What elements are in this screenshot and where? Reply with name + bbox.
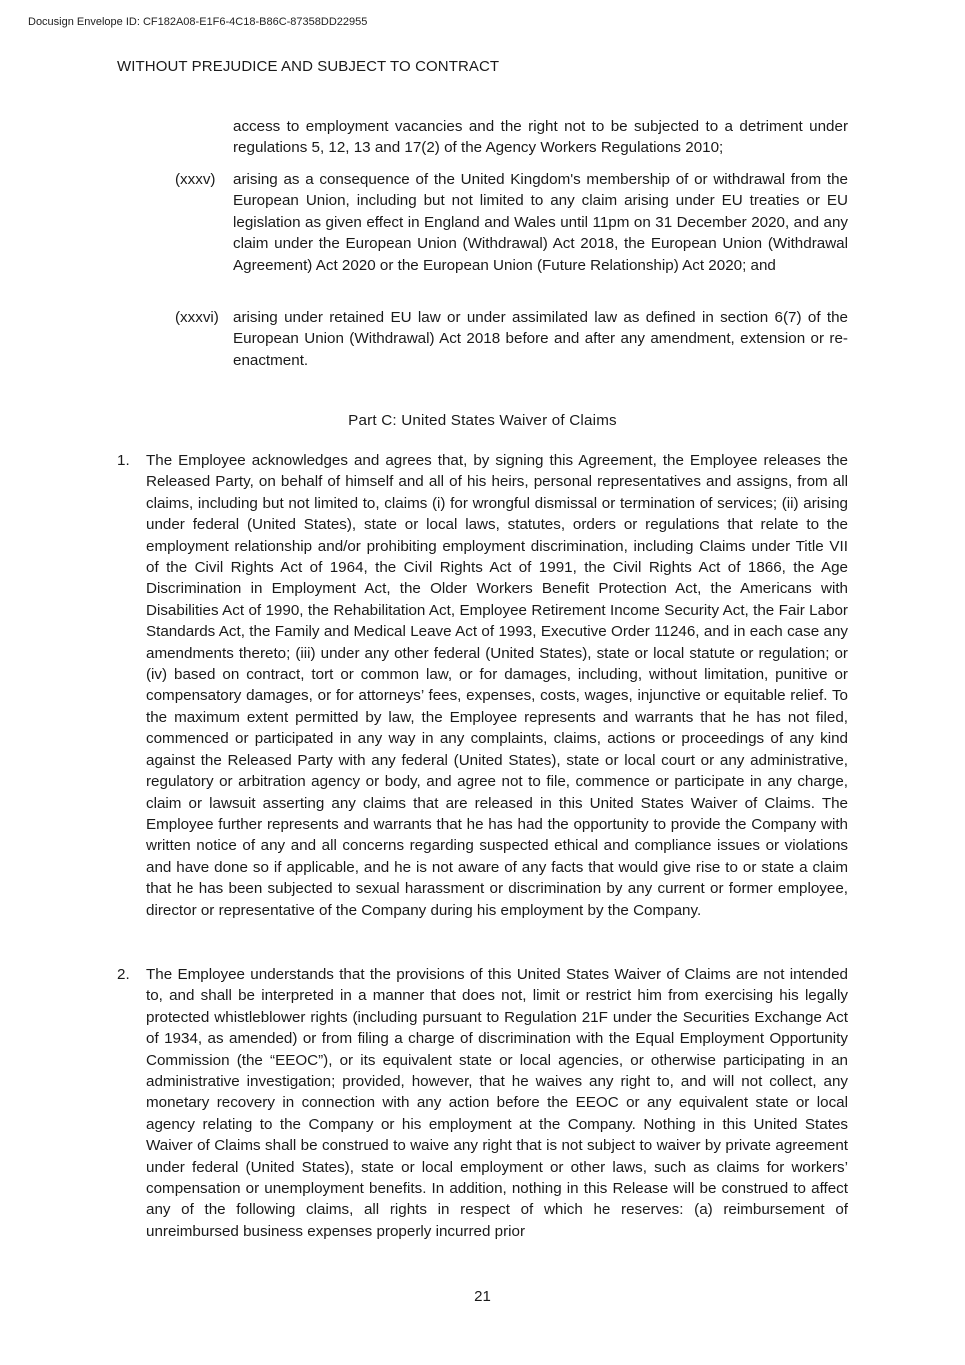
page-header: WITHOUT PREJUDICE AND SUBJECT TO CONTRACT — [117, 58, 500, 75]
numbered-clause-2 — [117, 964, 848, 1242]
part-heading: Part C: United States Waiver of Claims — [348, 412, 617, 429]
sub-item-label: (xxxvi) — [175, 309, 219, 326]
page-number: 21 — [474, 1288, 491, 1305]
sub-item-xxxv — [175, 169, 848, 276]
numbered-clause-1 — [117, 450, 848, 921]
clause-number: 2. — [117, 966, 130, 983]
docusign-envelope-id: Docusign Envelope ID: CF182A08-E1F6-4C18-B86C-87358DD22955 — [28, 16, 368, 28]
continued-paragraph: access to employment vacancies and the right not to be subjected to a detriment under regulations 5, 12, 13 and 17(2) of the Agency Workers Regulations 2010; — [233, 118, 848, 157]
clause-number: 1. — [117, 452, 130, 469]
clause-text: The Employee acknowledges and agrees that, by signing this Agreement, the Employee releases the Released Party, on behalf of himself and all of his heirs, personal representatives and assigns, from all claims, including but not limited to, claims (i) for wrongful dismissal or termination of services; (ii) arising under federal (United States), state or local laws, statutes, orders or regulations that relate to the employment relationship and/or prohibiting employment discrimination, including Claims under Title VII of the Civil Rights Act of 1964, the Civil Rights Act of 1991, the Civil Rights Act of 1866, the Age Discrimination in Employment Act, the Older Workers Benefit Protection Act, the Americans with Disabilities Act of 1990, the Rehabilitation Act, Employee Retirement Income Security Act, the Fair Labor Standards Act, the Family and Medical Leave Act of 1993, Executive Order 11246, and in each case any amendments thereto; (iii) under any other federal (United States), state or local statute or regulation; or (iv) based on contract, tort or common law, or for damages, including, without limitation, punitive or compensatory damages, or for attorneys’ fees, expenses, costs, wages, injunctive or equitable relief. To the maximum extent permitted by law, the Employee represents and warrants that he has not filed, commenced or participated in any way in any complaints, claims, actions or proceedings of any kind against the Released Party with any federal (United States), state or local court or any administrative, regulatory or arbitration agency or body, and agree not to file, commence or participate in any charge, claim or lawsuit asserting any claims that are released in this United States Waiver of Claims. The Employee further represents and warrants that he has had the opportunity to provide the Company with written notice of any and all concerns regarding suspected ethical and compliance issues or violations and have done so if applicable, and he is not aware of any facts that would give rise to or state a claim that he has been subjected to sexual harassment or discrimination by any current or former employee, director or representative of the Company during his employment by the Company. — [146, 452, 848, 919]
sub-item-text: arising as a consequence of the United Kingdom's membership of or withdrawal from the European Union, including but not limited to any claim arising under EU treaties or EU legislation as given effect in England and Wales until 11pm on 31 December 2020, and any claim under the European Union (Withdrawal) Act 2018, the European Union (Withdrawal Agreement) Act 2020 or the European Union (Future Relationship) Act 2020; and — [233, 171, 848, 274]
sub-item-text: arising under retained EU law or under assimilated law as defined in section 6(7) of the European Union (Withdrawal) Act 2018 before and after any amendment, extension or re-enactment. — [233, 309, 848, 369]
sub-item-xxxvi — [175, 307, 848, 371]
sub-item-label: (xxxv) — [175, 171, 216, 188]
clause-text: The Employee understands that the provisions of this United States Waiver of Claims are not intended to, and shall be interpreted in a manner that does not, limit or restrict him from exercising his legally protected whistleblower rights (including pursuant to Regulation 21F under the Securities Exchange Act of 1934, as amended) or from filing a charge of discrimination with the Equal Employment Opportunity Commission (the “EEOC”), or its equivalent state or local agencies, or otherwise participating in an administrative investigation; provided, however, that he waives any right to, and will not collect, any monetary recovery in connection with any action before the EEOC or any equivalent state or local agency relating to the Company or his employment at the Company. Nothing in this United States Waiver of Claims shall be construed to waive any right that is not subject to waiver by private agreement under federal (United States), state or local employment or other laws, such as claims for workers’ compensation or unemployment benefits. In addition, nothing in this Release will be construed to affect any of the following claims, all rights in respect of which he reserves: (a) reimbursement of unreimbursed business expenses properly incurred prior — [146, 966, 848, 1240]
